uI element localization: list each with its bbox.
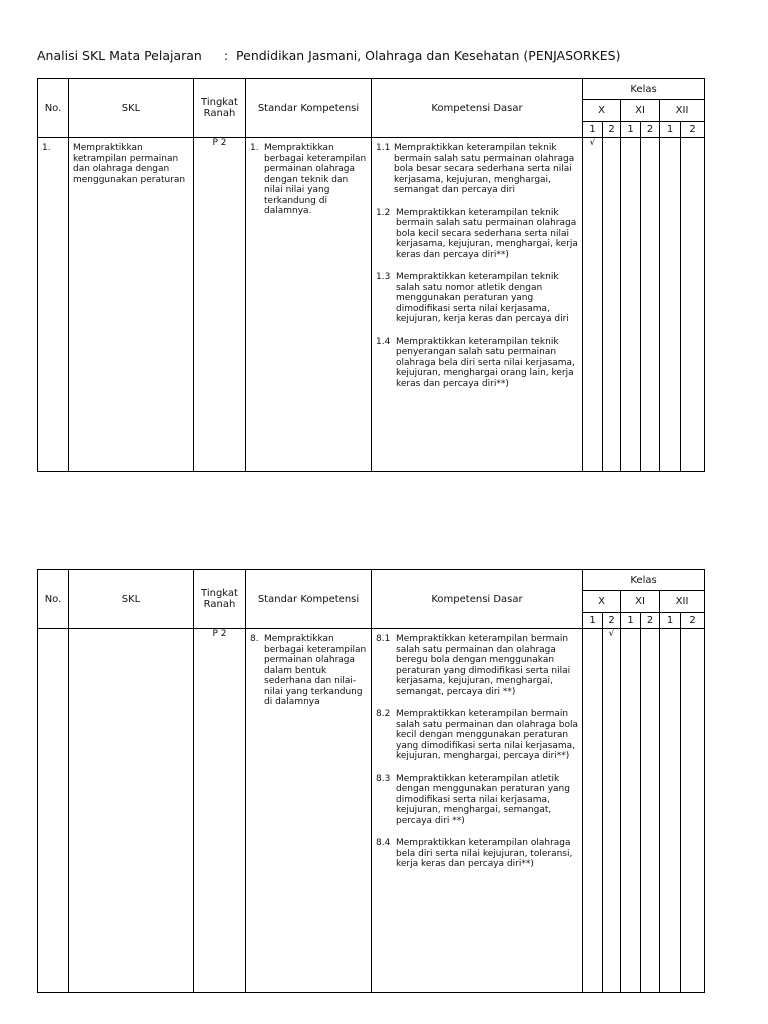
sk-cell <box>246 138 372 472</box>
heading-subject: Pendidikan Jasmani, Olahraga dan Kesehatan (PENJASORKES) <box>236 48 621 63</box>
kd-item <box>372 709 582 762</box>
col-header-tingkat <box>194 570 246 629</box>
check-mark: √ <box>603 629 621 993</box>
col-header-kd: Kompetensi Dasar <box>372 570 583 629</box>
heading-separator: : <box>223 48 229 63</box>
row-number <box>38 629 69 993</box>
col-header-tingkat-line2: Ranah <box>203 108 236 119</box>
col-header-kelas: Kelas <box>583 570 705 591</box>
kd-number: 1.2 <box>376 207 391 218</box>
row-number <box>38 138 69 472</box>
col-header-kelas: Kelas <box>583 79 705 100</box>
skl-text: Mempraktikkan ketrampilan permainan dan olahraga dengan menggunakan peraturan <box>73 143 186 185</box>
check-mark <box>681 138 705 472</box>
semester-label: 2 <box>681 613 705 629</box>
row-number-text <box>38 629 68 634</box>
table-row <box>38 629 705 993</box>
check-mark <box>660 629 681 993</box>
skl-table-2 <box>37 569 705 993</box>
kd-cell <box>372 138 583 472</box>
col-header-skl: SKL <box>69 79 194 138</box>
kd-item <box>372 838 582 870</box>
skl-table-1 <box>37 78 705 472</box>
tingkat-cell: P 2 <box>194 138 246 472</box>
document-heading <box>37 48 620 63</box>
kd-item <box>372 337 582 390</box>
kd-text: Mempraktikkan keterampilan bermain salah satu permainan dan olahraga bola kecil dengan menggunakan peraturan yang dimodifikasi serta nilai kerjasama, kejujuran, menghargai, percaya diri**) <box>396 709 578 761</box>
col-header-sk: Standar Kompetensi <box>246 570 372 629</box>
semester-label: 2 <box>641 613 660 629</box>
kd-number: 1.4 <box>376 336 391 347</box>
check-mark <box>621 138 641 472</box>
semester-label: 2 <box>603 613 621 629</box>
kd-number: 8.3 <box>376 773 391 784</box>
sk-text: Mempraktikkan berbagai keterampilan permainan olahraga dalam bentuk sederhana dan nilai-nilai yang terkandung di dalamnya <box>264 634 367 707</box>
kd-text: Mempraktikkan keterampilan teknik bermain salah satu permainan olahraga bola kecil secara sederhana serta nilai kerjasama, kejujuran, menghargai, kerja keras dan percaya diri**) <box>396 207 578 260</box>
sk-text: Mempraktikkan berbagai keterampilan permainan olahraga dengan teknik dan nilai nilai yang terkandung di dalamnya. <box>264 143 367 216</box>
check-mark <box>641 629 660 993</box>
grade-xi: XI <box>621 100 660 122</box>
semester-label: 1 <box>583 613 603 629</box>
check-mark <box>641 138 660 472</box>
kd-text: Mempraktikkan keterampilan olahraga bela diri serta nilai kejujuran, toleransi, kerja keras dan percaya diri**) <box>396 838 573 869</box>
semester-label: 2 <box>603 122 621 138</box>
kd-item <box>372 774 582 827</box>
col-header-no: No. <box>38 570 69 629</box>
skl-text <box>69 629 193 634</box>
col-header-skl: SKL <box>69 570 194 629</box>
semester-label: 1 <box>660 122 681 138</box>
heading-label: Analisi SKL Mata Pelajaran <box>37 48 202 63</box>
col-header-tingkat-line1: Tingkat <box>201 588 238 599</box>
col-header-tingkat-line2: Ranah <box>203 599 236 610</box>
check-mark: √ <box>583 138 603 472</box>
col-header-tingkat <box>194 79 246 138</box>
grade-xii: XII <box>660 591 705 613</box>
col-header-no: No. <box>38 79 69 138</box>
kd-text: Mempraktikkan keterampilan atletik dengan menggunakan peraturan yang dimodifikasi serta nilai kerjasama, kejujuran, menghargai, semangat, percaya diri **) <box>396 773 570 826</box>
grade-x: X <box>583 100 621 122</box>
semester-label: 1 <box>621 122 641 138</box>
table-row <box>38 138 705 472</box>
kd-item <box>372 208 582 261</box>
sk-cell <box>246 629 372 993</box>
kd-number: 1.3 <box>376 272 391 282</box>
semester-label: 1 <box>660 613 681 629</box>
check-mark <box>621 629 641 993</box>
check-mark <box>583 629 603 993</box>
sk-number: 8. <box>250 634 259 644</box>
grade-x: X <box>583 591 621 613</box>
semester-label: 2 <box>641 122 660 138</box>
skl-cell <box>69 629 194 993</box>
kd-number: 8.4 <box>376 838 391 848</box>
kd-number: 8.1 <box>376 634 391 644</box>
semester-label: 1 <box>583 122 603 138</box>
semester-label: 1 <box>621 613 641 629</box>
kd-item <box>372 143 582 196</box>
kd-number: 8.2 <box>376 709 391 719</box>
grade-xii: XII <box>660 100 705 122</box>
col-header-kd: Kompetensi Dasar <box>372 79 583 138</box>
kd-item <box>372 634 582 697</box>
kd-cell <box>372 629 583 993</box>
skl-cell <box>69 138 194 472</box>
col-header-sk: Standar Kompetensi <box>246 79 372 138</box>
tingkat-cell: P 2 <box>194 629 246 993</box>
kd-text: Mempraktikkan keterampilan bermain salah satu permainan dan olahraga beregu bola dengan menggunakan peraturan yang dimodifikasi serta nilai kerjasama, kejujuran, menghargai, semangat, percaya diri **) <box>396 634 571 697</box>
check-mark <box>603 138 621 472</box>
grade-xi: XI <box>621 591 660 613</box>
col-header-tingkat-line1: Tingkat <box>201 97 238 108</box>
check-mark <box>660 138 681 472</box>
kd-text: Mempraktikkan keterampilan teknik penyerangan salah satu permainan olahraga bela diri serta nilai kerjasama, kejujuran, menghargai orang lain, kerja keras dan percaya diri**) <box>396 336 575 389</box>
sk-number: 1. <box>250 143 259 153</box>
kd-item <box>372 272 582 325</box>
check-mark <box>681 629 705 993</box>
row-number-text: 1. <box>42 143 51 153</box>
kd-number: 1.1 <box>376 143 391 153</box>
kd-text: Mempraktikkan keterampilan teknik salah satu nomor atletik dengan menggunakan peraturan yang dimodifikasi serta nilai kerjasama, kejujuran, kerja keras dan percaya diri <box>396 272 569 324</box>
kd-text: Mempraktikkan keterampilan teknik bermain salah satu permainan olahraga bola besar secara sederhana serta nilai kerjasama, kejujuran, menghargai, semangat dan percaya diri <box>394 143 575 195</box>
semester-label: 2 <box>681 122 705 138</box>
